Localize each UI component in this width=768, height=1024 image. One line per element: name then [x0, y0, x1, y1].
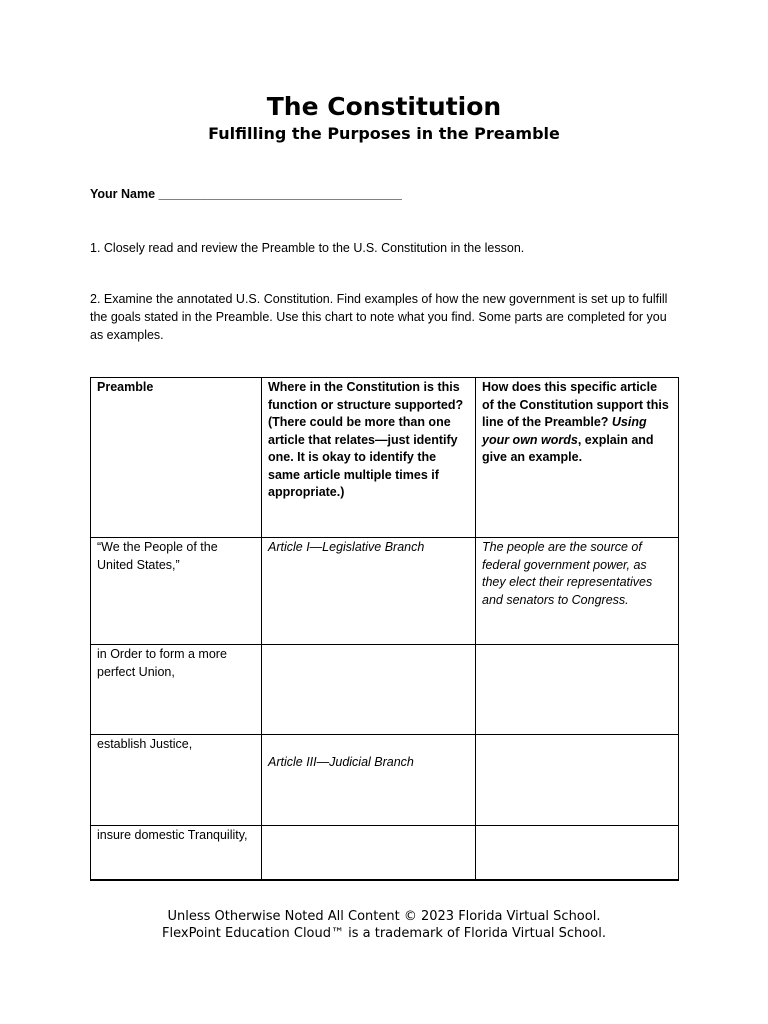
cell-spacer — [268, 736, 469, 754]
cell-where[interactable] — [262, 826, 476, 881]
table-row — [91, 826, 679, 881]
footer — [0, 908, 768, 942]
cell-where[interactable]: Article I—Legislative Branch — [262, 538, 476, 645]
cell-preamble: establish Justice, — [91, 735, 262, 826]
footer-trademark: FlexPoint Education Cloud™ is a trademark of Florida Virtual School. — [162, 926, 606, 941]
cell-preamble: “We the People of the United States,” — [91, 538, 262, 645]
instruction-2: 2. Examine the annotated U.S. Constitution. Find examples of how the new government is set up to fulfill the goals stated in the Preamble. Use this chart to note what you find. Some parts are completed for you as examples. — [90, 292, 668, 342]
cell-how[interactable]: The people are the source of federal government power, as they elect their representatives and senators to Congress. — [476, 538, 679, 645]
header-how-text-2: , explain and give an example. — [482, 432, 654, 464]
name-blank-line[interactable]: ___________________________________ — [158, 187, 402, 201]
page-title: The Constitution — [266, 92, 502, 121]
preamble-chart — [90, 377, 679, 881]
page-subtitle: Fulfilling the Purposes in the Preamble — [208, 124, 560, 143]
header-where: Where in the Constitution is this function or structure supported? (There could be more than one article that relates—just identify one. It is okay to identify the same article multiple times if appropriate.) — [262, 378, 476, 538]
header-how-text-1: How does this specific article of the Constitution support this line of the Preamble? — [482, 380, 669, 429]
cell-preamble: insure domestic Tranquility, — [91, 826, 262, 881]
header-preamble: Preamble — [91, 378, 262, 538]
footer-copyright: Unless Otherwise Noted All Content © 2023 Florida Virtual School. — [167, 909, 601, 924]
name-label: Your Name — [90, 187, 156, 201]
cell-how[interactable] — [476, 735, 679, 826]
cell-preamble: in Order to form a more perfect Union, — [91, 645, 262, 735]
instruction-1: 1. Closely read and review the Preamble to the U.S. Constitution in the lesson. — [90, 241, 525, 255]
name-field[interactable] — [90, 187, 402, 201]
cell-where[interactable] — [262, 645, 476, 735]
table-row — [91, 735, 679, 826]
cell-where-text: Article III—Judicial Branch — [268, 755, 414, 769]
cell-how[interactable] — [476, 645, 679, 735]
header-how — [476, 378, 679, 538]
table-row — [91, 645, 679, 735]
table-header-row — [91, 378, 679, 538]
cell-how[interactable] — [476, 826, 679, 881]
header-how-italic: Using your own words — [482, 415, 647, 447]
cell-where[interactable] — [262, 735, 476, 826]
table-row — [91, 538, 679, 645]
